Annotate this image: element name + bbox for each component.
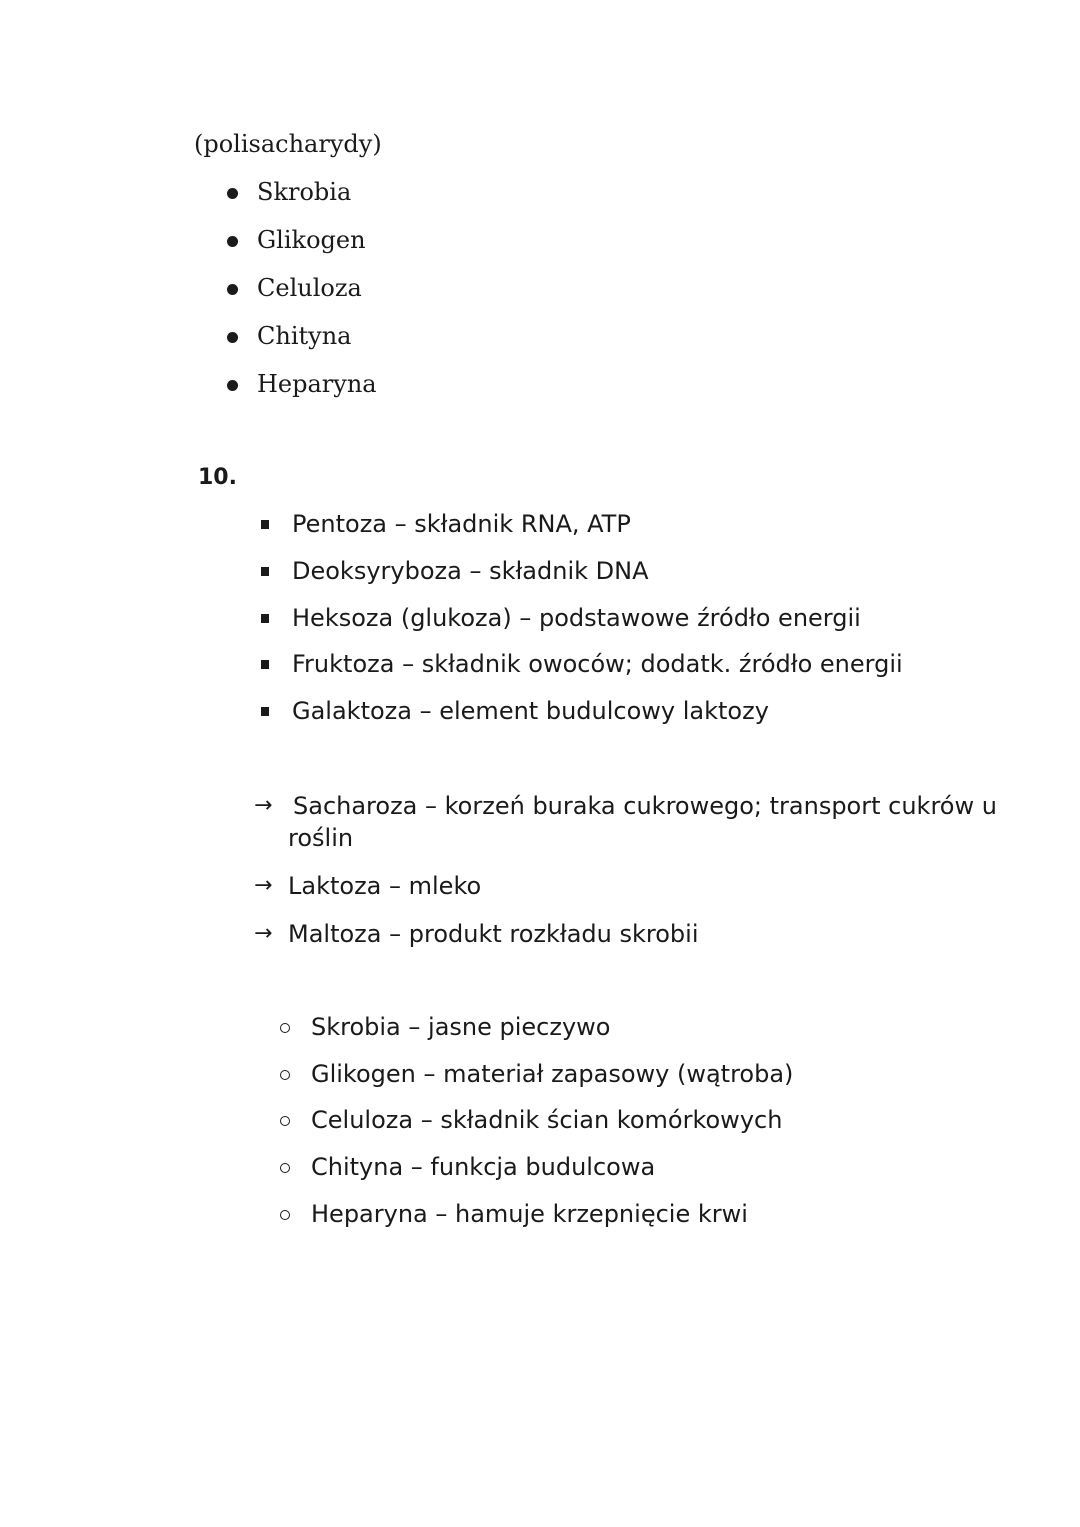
list-item: Laktoza – mleko	[288, 872, 482, 900]
list-item: Glikogen	[257, 226, 366, 254]
section-number: 10.	[198, 465, 237, 490]
bullet-dot-icon	[227, 380, 238, 391]
list-item-continuation: roślin	[288, 824, 354, 852]
list-item: Maltoza – produkt rozkładu skrobii	[288, 920, 699, 948]
list-item: Pentoza – składnik RNA, ATP	[292, 510, 631, 538]
list-item: Chityna – funkcja budulcowa	[311, 1153, 656, 1181]
list-item: Glikogen – materiał zapasowy (wątroba)	[311, 1060, 794, 1088]
list-item: Galaktoza – element budulcowy laktozy	[292, 697, 769, 725]
bullet-square-icon	[261, 614, 269, 623]
arrow-right-icon: →	[254, 793, 273, 818]
bullet-circle-icon	[280, 1116, 290, 1126]
list-item: Skrobia – jasne pieczywo	[311, 1013, 611, 1041]
list-item: Skrobia	[257, 178, 352, 206]
section-heading: (polisacharydy)	[194, 130, 382, 158]
list-item: Sacharoza – korzeń buraka cukrowego; transport cukrów u	[293, 792, 997, 820]
bullet-circle-icon	[280, 1210, 290, 1220]
bullet-square-icon	[261, 520, 269, 529]
bullet-circle-icon	[280, 1163, 290, 1173]
list-item: Celuloza – składnik ścian komórkowych	[311, 1106, 783, 1134]
arrow-right-icon: →	[254, 921, 273, 946]
bullet-dot-icon	[227, 236, 238, 247]
list-item: Chityna	[257, 322, 352, 350]
bullet-square-icon	[261, 660, 269, 669]
arrow-right-icon: →	[254, 873, 273, 898]
bullet-circle-icon	[280, 1023, 290, 1033]
bullet-circle-icon	[280, 1070, 290, 1080]
bullet-square-icon	[261, 707, 269, 716]
list-item: Heparyna	[257, 370, 377, 398]
list-item: Heparyna – hamuje krzepnięcie krwi	[311, 1200, 748, 1228]
list-item: Heksoza (glukoza) – podstawowe źródło energii	[292, 604, 861, 632]
list-item: Celuloza	[257, 274, 362, 302]
list-item: Deoksyryboza – składnik DNA	[292, 557, 649, 585]
bullet-dot-icon	[227, 332, 238, 343]
bullet-square-icon	[261, 567, 269, 576]
bullet-dot-icon	[227, 188, 238, 199]
bullet-dot-icon	[227, 284, 238, 295]
list-item: Fruktoza – składnik owoców; dodatk. źródło energii	[292, 650, 903, 678]
